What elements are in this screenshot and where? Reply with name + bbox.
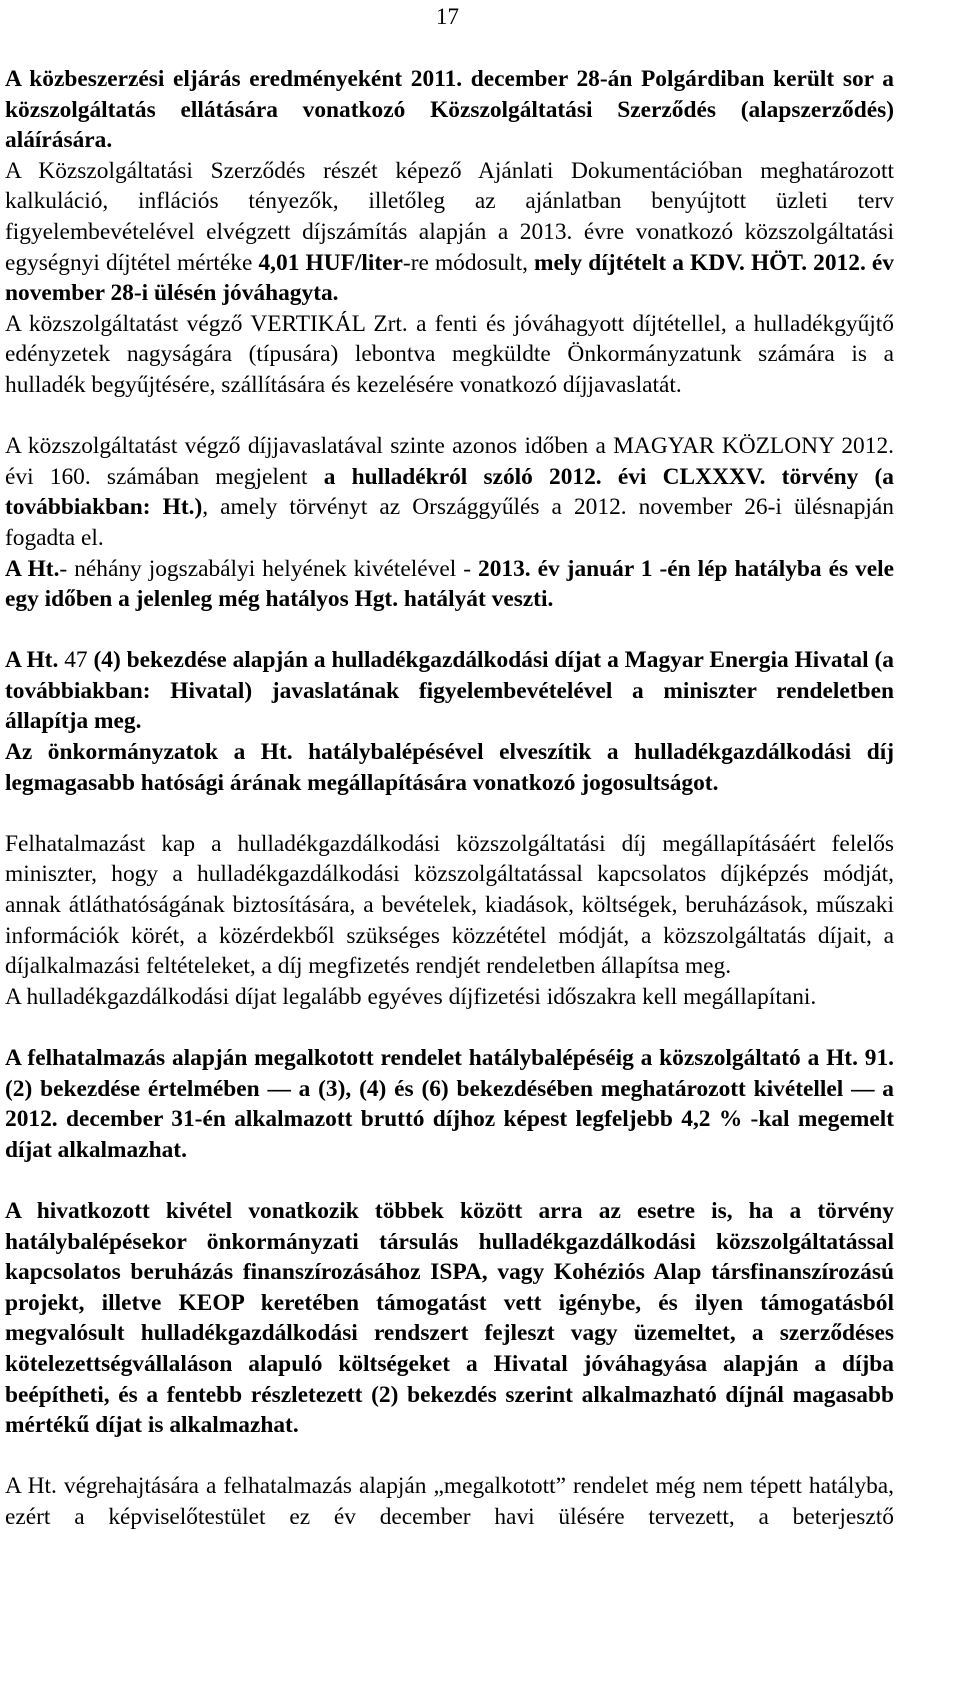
paragraph bbox=[5, 737, 894, 798]
bold-text: (4) bekezdése alapján a hulladékgazdálkodási díjat a Magyar Energia Hivatal (a továbbiakban: Hivatal) javaslatának figyelembevételével a miniszter rendeletben állapítja meg. bbox=[5, 647, 894, 735]
paragraph bbox=[5, 645, 894, 737]
paragraph bbox=[5, 1471, 894, 1532]
bold-text: Az önkormányzatok a Ht. hatálybalépésével elveszítik a hulladékgazdálkodási díj legmagasabb hatósági árának megállapítására vonatkozó jogosultságot. bbox=[5, 739, 894, 796]
text: A Ht. végrehajtására a felhatalmazás alapján „megalkotott” rendelet még nem tépett hatályba, ezért a képviselőtestület ez év december havi ülésére tervezett, a beterjesztő bbox=[5, 1473, 894, 1530]
paragraph bbox=[5, 1196, 894, 1441]
paragraph bbox=[5, 156, 894, 309]
bold-text: (2) bekezdése értelmében — a (3), (4) és (6) bekezdésében meghatározott kivétellel — a 2012. december 31-én alkalmazott bruttó díjhoz képest legfeljebb 4,2 % -kal megemelt díjat alkalmazhat. bbox=[5, 1075, 894, 1163]
text: A Közszolgáltatási Szerződés részét képező Ajánlati Dokumentációban meghatározott kalkuláció, inflációs tényezők, illetőleg az ajánlatban benyújtott üzleti terv figyelembevételével elvégzett díjszámítás alapján a 2013. évre vonatkozó közszolgáltatási egységnyi díjtétel mértéke bbox=[5, 157, 894, 276]
paragraph bbox=[5, 982, 894, 1013]
paragraph bbox=[5, 431, 894, 553]
bold-text: A Ht. bbox=[5, 647, 65, 674]
bold-text: 2013. év január 1 -én lép hatályba és vele egy időben a jelenleg még hatályos Hgt. hatályát veszti. bbox=[5, 555, 895, 613]
bold-text: A hivatkozott kivétel vonatkozik többek között arra az esetre is, ha a törvény hatálybalépésekor önkormányzati társulás hulladékgazdálkodási közszolgáltatással kapcsolatos beruházás finanszírozásához ISPA, vagy Kohéziós Alap társfinanszírozású projekt, illetve KEOP keretében támogatást vett igénybe, és ilyen támogatásból megvalósult hulladékgazdálkodási rendszert fejleszt vagy üzemeltet, a szerződéses kötelezettségvállaláson alapuló költségeket a Hivatal jóváhagyása alapján a díjba beépítheti, és a fentebb részletezett (2) bekezdés szerint alkalmazható díjnál magasabb mértékű díjat is alkalmazhat. bbox=[5, 1197, 894, 1439]
text: , amely törvényt az Országgyűlés a 2012. november 26-i ülésnapján fogadta el. bbox=[5, 494, 894, 551]
text: A közszolgáltatást végző VERTIKÁL Zrt. a fenti és jóváhagyott díjtétellel, a hulladékgyűjtő edényzetek nagyságára (típusára) lebontva megküldte Önkormányzatunk számára is a hulladék begyűjtésére, szállítására és kezelésére vonatkozó díjjavaslatát. bbox=[5, 310, 894, 398]
text: A hulladékgazdálkodási díjat legalább egyéves díjfizetési időszakra kell megállapítani. bbox=[5, 983, 817, 1010]
bold-text: A közbeszerzési eljárás eredményeként 2011. december 28-án Polgárdiban került sor a közszolgáltatás ellátására vonatkozó Közszolgáltatási Szerződés (alapszerződés) aláírására. bbox=[5, 66, 894, 154]
text: Felhatalmazást kap a hulladékgazdálkodási közszolgáltatási díj megállapításáért felelős miniszter, hogy a hulladékgazdálkodási közszolgáltatással kapcsolatos díjképzés módját, annak átláthatóságának biztosítására, a bevételek, kiadások, költségek, beruházások, műszaki információk körét, a közérdekből szükséges közzététel módját, a közszolgáltatás díjait, a díjalkalmazási feltételeket, a díj megfizetés rendjét rendeletben állapítsa meg. bbox=[5, 830, 894, 980]
document-body bbox=[5, 64, 894, 1533]
paragraph bbox=[5, 309, 894, 401]
bold-text: a hulladékról szóló 2012. évi CLXXXV. törvény (a továbbiakban: Ht.) bbox=[5, 463, 894, 521]
paragraph bbox=[5, 829, 894, 982]
bold-text: 4,01 HUF/liter bbox=[258, 249, 403, 276]
paragraph bbox=[5, 1043, 894, 1165]
paragraph bbox=[5, 64, 894, 156]
text: 47 bbox=[64, 647, 88, 674]
paragraph bbox=[5, 554, 894, 615]
text: A közszolgáltatást végző díjjavaslatával szinte azonos időben a MAGYAR KÖZLONY 2012. évi 160. számában megjelent bbox=[5, 433, 894, 490]
bold-text: mely díjtételt a KDV. HÖT. 2012. év november 28-i ülésén jóváhagyta. bbox=[5, 249, 894, 307]
text: - néhány jogszabályi helyének kivételével - bbox=[59, 555, 478, 582]
page-number: 17 bbox=[436, 4, 459, 29]
bold-text: A Ht. bbox=[5, 555, 60, 582]
bold-text: A felhatalmazás alapján megalkotott rendelet hatálybalépéséig a közszolgáltató a Ht. 91. bbox=[5, 1045, 894, 1071]
text: -re módosult, bbox=[402, 249, 535, 276]
